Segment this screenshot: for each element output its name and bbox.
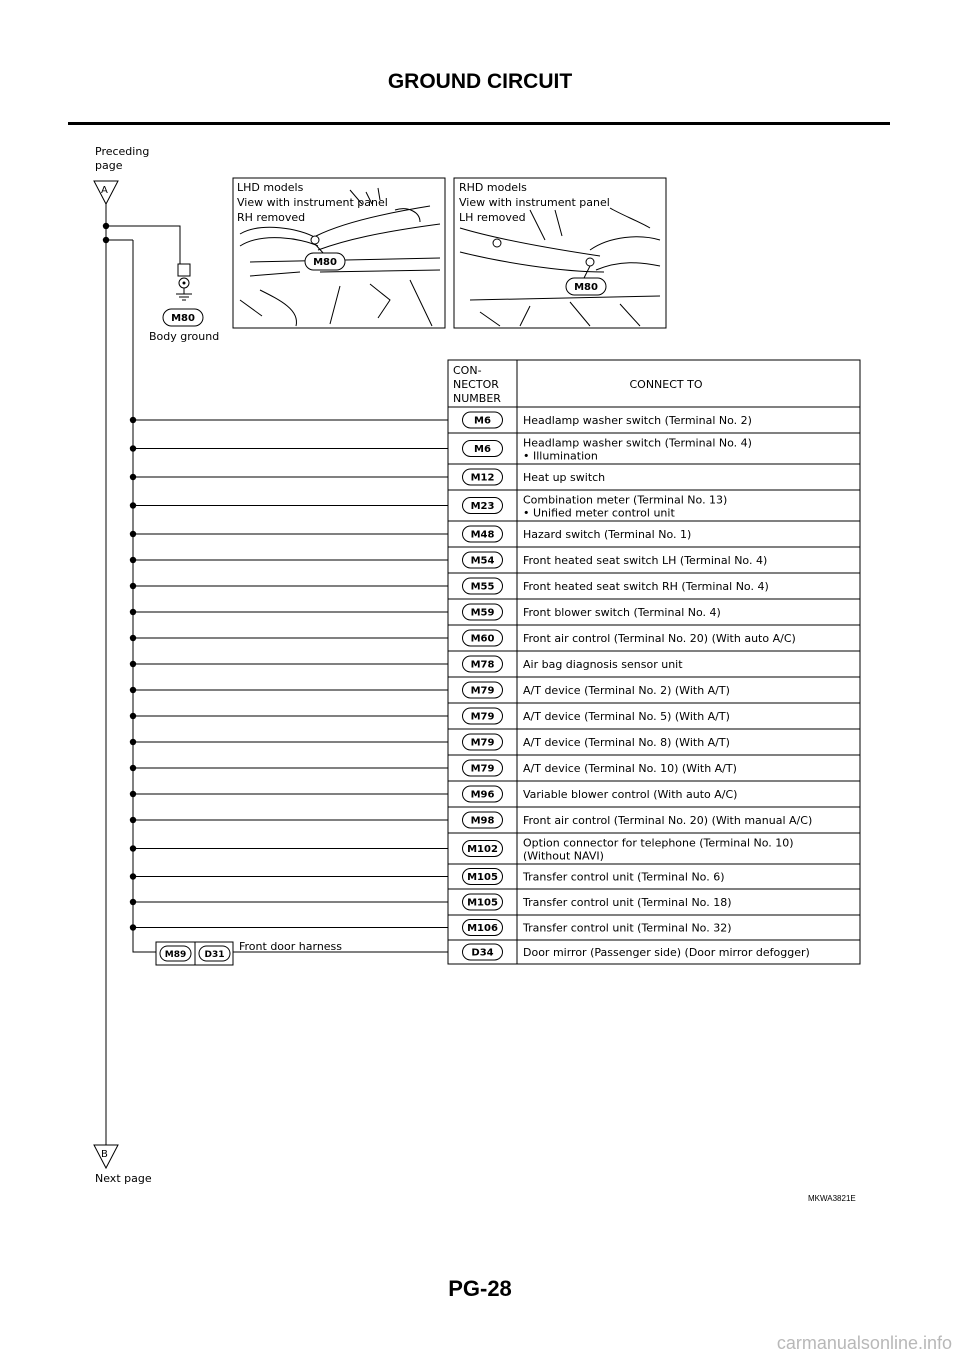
row-description: Front heated seat switch RH (Terminal No. 4) (523, 580, 769, 593)
table-row (130, 412, 860, 433)
row-description: Combination meter (Terminal No. 13) (523, 493, 728, 507)
page-title: GROUND CIRCUIT (387, 70, 573, 93)
row-description: Option connector for telephone (Terminal No. 10) (523, 836, 794, 850)
row-junction (130, 502, 136, 508)
row-connector-id: D34 (471, 947, 494, 959)
row-connector-id: M79 (470, 711, 495, 723)
lhd-connector-id: M80 (313, 257, 337, 268)
secondary-bus-junction (103, 237, 109, 243)
table-row (130, 837, 860, 865)
table-row (130, 786, 860, 807)
front-door-harness-label: Front door harness (239, 940, 343, 953)
row-description-detail: (Without NAVI) (523, 849, 604, 863)
row-connector-id: M79 (470, 685, 495, 697)
table-row (130, 734, 860, 755)
lhd-ground-point (311, 236, 319, 244)
watermark: carmanualsonline.info (776, 1333, 952, 1353)
harness-connector-b-id: D31 (204, 950, 225, 960)
table-row (130, 469, 860, 490)
row-junction (130, 791, 136, 797)
row-junction (130, 583, 136, 589)
rhd-caption-1: RHD models (459, 181, 527, 194)
table-row (130, 894, 860, 915)
row-description: Transfer control unit (Terminal No. 32) (523, 921, 732, 935)
rhd-caption-2: View with instrument panel (459, 196, 610, 209)
row-junction (130, 817, 136, 823)
row-description: Headlamp washer switch (Terminal No. 4) (523, 436, 752, 450)
table-row (130, 552, 860, 573)
row-description: Air bag diagnosis sensor unit (523, 658, 683, 671)
row-connector-id: M23 (470, 501, 495, 512)
row-junction (130, 557, 136, 563)
row-connector-id: M60 (470, 633, 495, 645)
row-connector-id: M96 (470, 789, 495, 801)
lhd-caption-2: View with instrument panel (237, 196, 388, 209)
table-row (130, 630, 860, 651)
lhd-caption-3: RH removed (237, 211, 306, 224)
row-junction (130, 924, 136, 930)
preceding-page-marker-letter: A (101, 185, 108, 196)
row-connector-id: M48 (470, 529, 495, 541)
row-junction (130, 635, 136, 641)
table-row (130, 437, 860, 465)
row-connector-id: M105 (467, 872, 498, 883)
row-description: A/T device (Terminal No. 8) (With A/T) (523, 736, 730, 749)
table-row (130, 578, 860, 599)
row-connector-id: M55 (470, 581, 495, 593)
row-junction (130, 739, 136, 745)
row-junction (130, 474, 136, 480)
table-row (130, 760, 860, 781)
row-description: Transfer control unit (Terminal No. 6) (523, 870, 725, 884)
row-connector-id: M102 (467, 844, 498, 855)
row-connector-id: M6 (474, 415, 491, 427)
row-description: A/T device (Terminal No. 5) (With A/T) (523, 710, 730, 723)
next-page-marker-letter: B (101, 1149, 108, 1160)
table-row (130, 708, 860, 729)
row-junction (130, 661, 136, 667)
next-page-label: Next page (95, 1172, 152, 1185)
table-row (130, 812, 860, 833)
row-junction (130, 899, 136, 905)
row-description: Heat up switch (523, 471, 606, 484)
table-rows (130, 412, 860, 960)
row-connector-id: M98 (470, 815, 495, 827)
row-junction (130, 687, 136, 693)
row-description: Front air control (Terminal No. 20) (With manual A/C) (523, 814, 813, 827)
preceding-page-label-1: Preceding (95, 145, 150, 158)
row-description-detail: • Illumination (523, 449, 598, 463)
row-connector-id: M12 (470, 472, 495, 484)
row-description: Front heated seat switch LH (Terminal No. 4) (523, 554, 768, 567)
row-connector-id: M59 (470, 607, 495, 619)
row-junction (130, 873, 136, 879)
row-description: Headlamp washer switch (Terminal No. 2) (523, 414, 752, 427)
table-row (130, 920, 860, 941)
lhd-caption-1: LHD models (237, 181, 304, 194)
rhd-caption-3: LH removed (459, 211, 526, 224)
row-connector-id: M105 (467, 897, 498, 909)
row-description: Front air control (Terminal No. 20) (With auto A/C) (523, 632, 796, 645)
ground-connector-id: M80 (171, 313, 195, 324)
table-row (130, 869, 860, 890)
table-row (130, 604, 860, 625)
row-connector-id: M106 (467, 923, 498, 934)
row-junction (130, 765, 136, 771)
page-number: PG-28 (448, 1276, 512, 1301)
row-description: Transfer control unit (Terminal No. 18) (523, 896, 732, 909)
row-description: Door mirror (Passenger side) (Door mirror defogger) (523, 946, 810, 959)
row-junction (130, 531, 136, 537)
figure-id: MKWA3821E (808, 1194, 856, 1203)
table-row (133, 940, 810, 960)
table-row (130, 656, 860, 677)
row-connector-id: M78 (470, 659, 495, 671)
row-connector-id: M79 (470, 737, 495, 749)
row-junction (130, 845, 136, 851)
row-junction (130, 713, 136, 719)
ground-branch-wire (106, 226, 180, 264)
header-connector-number-1: CON- (453, 364, 482, 377)
body-ground-label: Body ground (149, 330, 220, 343)
row-junction (130, 609, 136, 615)
rhd-ground-point-2 (586, 258, 594, 266)
row-connector-id: M79 (470, 763, 495, 775)
header-connector-number-3: NUMBER (453, 392, 501, 405)
harness-connector-a-id: M89 (164, 950, 187, 960)
header-connector-number-2: NECTOR (453, 378, 499, 391)
row-description: Hazard switch (Terminal No. 1) (523, 528, 692, 541)
table-row (130, 682, 860, 703)
ground-terminal-box (178, 264, 190, 276)
table-row (130, 526, 860, 547)
row-junction (130, 445, 136, 451)
row-connector-id: M6 (474, 444, 491, 455)
row-wire (133, 940, 156, 952)
header-connect-to: CONNECT TO (629, 378, 703, 391)
rhd-connector-id: M80 (574, 282, 598, 293)
preceding-page-label-2: page (95, 159, 123, 172)
row-connector-id: M54 (470, 555, 495, 567)
row-junction (130, 417, 136, 423)
table-row (130, 494, 860, 522)
ground-terminal-dot (183, 282, 186, 285)
row-description: A/T device (Terminal No. 10) (With A/T) (523, 762, 737, 775)
row-description: A/T device (Terminal No. 2) (With A/T) (523, 684, 730, 697)
row-description: Front blower switch (Terminal No. 4) (523, 606, 721, 619)
row-description: Variable blower control (With auto A/C) (523, 788, 738, 801)
row-description-detail: • Unified meter control unit (523, 506, 675, 520)
rhd-ground-point (493, 239, 501, 247)
